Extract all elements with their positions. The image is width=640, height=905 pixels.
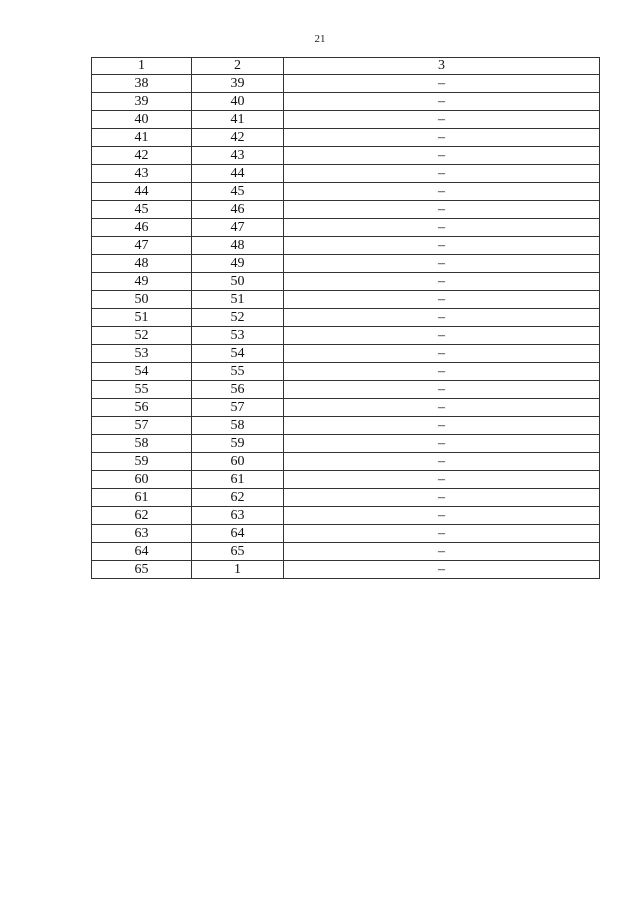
table-cell-col-3: – — [284, 453, 600, 471]
table-cell-col-2: 40 — [192, 93, 284, 111]
table-cell-col-2: 1 — [192, 561, 284, 579]
table-cell-col-2: 50 — [192, 273, 284, 291]
table-cell-col-3: – — [284, 255, 600, 273]
table-row — [92, 201, 600, 219]
table-cell-col-1: 42 — [92, 147, 192, 165]
table-cell-col-2: 39 — [192, 75, 284, 93]
table-cell-col-3: – — [284, 273, 600, 291]
table-row — [92, 327, 600, 345]
table-cell-col-1: 56 — [92, 399, 192, 417]
table-cell-col-3: – — [284, 237, 600, 255]
table-cell-col-3: – — [284, 561, 600, 579]
table-cell-col-3: – — [284, 417, 600, 435]
table-cell-col-2: 59 — [192, 435, 284, 453]
table-row — [92, 165, 600, 183]
table-row — [92, 345, 600, 363]
table-cell-col-2: 56 — [192, 381, 284, 399]
table-cell-col-3: – — [284, 543, 600, 561]
table-cell-col-2: 45 — [192, 183, 284, 201]
table-cell-col-1: 46 — [92, 219, 192, 237]
table-cell-col-2: 54 — [192, 345, 284, 363]
table-row — [92, 381, 600, 399]
table-cell-col-1: 61 — [92, 489, 192, 507]
table-cell-col-2: 41 — [192, 111, 284, 129]
table-row — [92, 183, 600, 201]
table-cell-col-3: – — [284, 165, 600, 183]
table-row — [92, 219, 600, 237]
table-row — [92, 309, 600, 327]
table-row — [92, 435, 600, 453]
table-cell-col-1: 60 — [92, 471, 192, 489]
table-cell-col-2: 61 — [192, 471, 284, 489]
table-cell-col-1: 63 — [92, 525, 192, 543]
table-row — [92, 363, 600, 381]
table-row — [92, 237, 600, 255]
table-cell-col-3: – — [284, 75, 600, 93]
table-cell-col-2: 63 — [192, 507, 284, 525]
table-cell-col-3: – — [284, 345, 600, 363]
table-cell-col-1: 54 — [92, 363, 192, 381]
table-cell-col-1: 50 — [92, 291, 192, 309]
table-cell-col-2: 65 — [192, 543, 284, 561]
table-cell-col-1: 49 — [92, 273, 192, 291]
column-header-1: 1 — [92, 58, 192, 75]
table-row — [92, 111, 600, 129]
table-cell-col-2: 48 — [192, 237, 284, 255]
table-row — [92, 543, 600, 561]
table-cell-col-3: – — [284, 399, 600, 417]
table-cell-col-3: – — [284, 363, 600, 381]
table-row — [92, 129, 600, 147]
table-cell-col-3: – — [284, 183, 600, 201]
table-cell-col-1: 65 — [92, 561, 192, 579]
table-cell-col-3: – — [284, 525, 600, 543]
table-row — [92, 93, 600, 111]
table-cell-col-1: 41 — [92, 129, 192, 147]
table-cell-col-3: – — [284, 291, 600, 309]
table-row — [92, 417, 600, 435]
table-row — [92, 507, 600, 525]
table-cell-col-1: 48 — [92, 255, 192, 273]
table-cell-col-3: – — [284, 129, 600, 147]
table-cell-col-2: 64 — [192, 525, 284, 543]
table-row — [92, 453, 600, 471]
page-number: 21 — [314, 33, 326, 45]
table-cell-col-1: 44 — [92, 183, 192, 201]
table-cell-col-2: 57 — [192, 399, 284, 417]
table-cell-col-1: 64 — [92, 543, 192, 561]
table-cell-col-2: 58 — [192, 417, 284, 435]
table-cell-col-2: 51 — [192, 291, 284, 309]
table-cell-col-2: 49 — [192, 255, 284, 273]
table-cell-col-3: – — [284, 327, 600, 345]
table-row — [92, 489, 600, 507]
table-cell-col-1: 62 — [92, 507, 192, 525]
table-row — [92, 255, 600, 273]
table-cell-col-3: – — [284, 507, 600, 525]
table-cell-col-3: – — [284, 435, 600, 453]
table-cell-col-2: 53 — [192, 327, 284, 345]
table-body — [92, 75, 600, 579]
table-row — [92, 75, 600, 93]
table-cell-col-2: 44 — [192, 165, 284, 183]
table-cell-col-2: 43 — [192, 147, 284, 165]
table-cell-col-1: 53 — [92, 345, 192, 363]
table-cell-col-1: 38 — [92, 75, 192, 93]
table-cell-col-2: 60 — [192, 453, 284, 471]
table-row — [92, 471, 600, 489]
table-cell-col-3: – — [284, 147, 600, 165]
table-cell-col-1: 40 — [92, 111, 192, 129]
table-row — [92, 399, 600, 417]
table-cell-col-2: 46 — [192, 201, 284, 219]
table-cell-col-1: 51 — [92, 309, 192, 327]
column-header-3: 3 — [284, 58, 600, 75]
data-table — [91, 57, 600, 579]
data-table-container — [91, 57, 599, 579]
table-cell-col-2: 55 — [192, 363, 284, 381]
table-cell-col-3: – — [284, 309, 600, 327]
table-cell-col-3: – — [284, 219, 600, 237]
table-cell-col-2: 42 — [192, 129, 284, 147]
table-cell-col-2: 62 — [192, 489, 284, 507]
table-cell-col-3: – — [284, 489, 600, 507]
table-cell-col-1: 55 — [92, 381, 192, 399]
table-cell-col-1: 52 — [92, 327, 192, 345]
table-row — [92, 147, 600, 165]
table-row — [92, 561, 600, 579]
table-row — [92, 273, 600, 291]
table-cell-col-1: 59 — [92, 453, 192, 471]
table-row — [92, 291, 600, 309]
column-header-2: 2 — [192, 58, 284, 75]
table-cell-col-1: 57 — [92, 417, 192, 435]
table-cell-col-3: – — [284, 471, 600, 489]
table-row — [92, 525, 600, 543]
table-cell-col-1: 58 — [92, 435, 192, 453]
table-cell-col-3: – — [284, 93, 600, 111]
table-cell-col-2: 52 — [192, 309, 284, 327]
table-cell-col-3: – — [284, 111, 600, 129]
table-cell-col-1: 43 — [92, 165, 192, 183]
table-cell-col-1: 47 — [92, 237, 192, 255]
table-cell-col-3: – — [284, 381, 600, 399]
table-cell-col-1: 39 — [92, 93, 192, 111]
header-row — [92, 58, 600, 75]
table-cell-col-3: – — [284, 201, 600, 219]
table-cell-col-2: 47 — [192, 219, 284, 237]
table-cell-col-1: 45 — [92, 201, 192, 219]
table-header — [92, 58, 600, 75]
